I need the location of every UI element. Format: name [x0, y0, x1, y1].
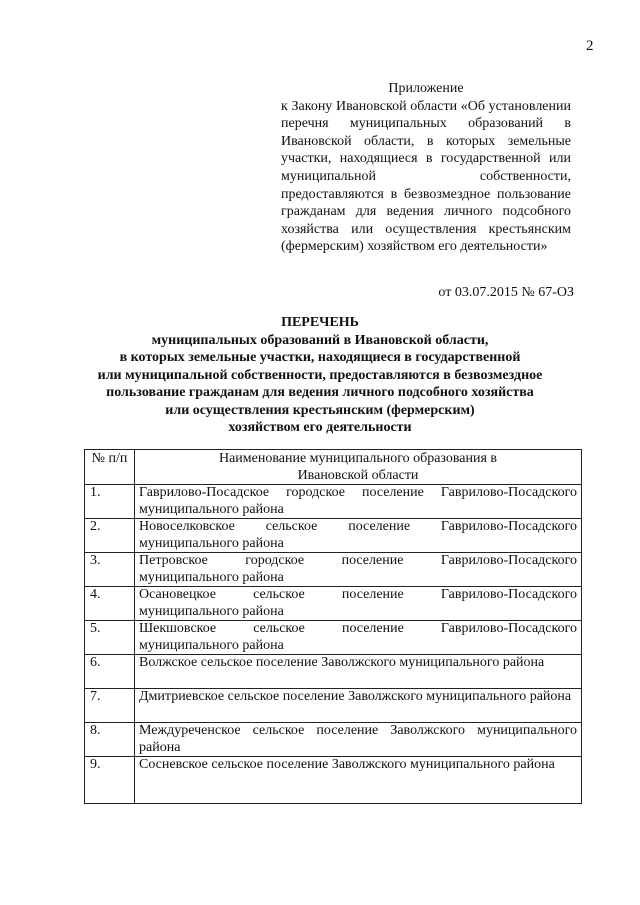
row-num: 3. — [85, 553, 135, 587]
row-num: 1. — [85, 485, 135, 519]
page-number: 2 — [586, 38, 594, 54]
row-name: Волжское сельское поселение Заволжского муниципального района — [135, 655, 582, 689]
row-num: 7. — [85, 689, 135, 723]
table-header — [85, 450, 582, 485]
table-row — [85, 655, 582, 689]
municipalities-table — [84, 449, 582, 804]
row-name: Дмитриевское сельское поселение Заволжского муниципального района — [135, 689, 582, 723]
header-num: № п/п — [85, 450, 135, 485]
row-name: Сосневское сельское поселение Заволжского муниципального района — [135, 757, 582, 804]
appendix-body: к Закону Ивановской области «Об установлении перечня муниципальных образований в Ивановской области, в которых земельные участки, находящиеся в государственной или муниципальной собственности, предоставляются в безвозмездное пользование гражданам для ведения личного подсобного хозяйства или осуществления крестьянским (фермерским) хозяйством его деятельности» — [281, 98, 571, 255]
table-row — [85, 689, 582, 723]
row-name: Шекшовское сельское поселение Гаврилово-Посадского муниципального района — [135, 621, 582, 655]
heading-line: муниципальных образований в Ивановской области, — [151, 332, 489, 348]
table-row — [85, 553, 582, 587]
row-name: Осановецкое сельское поселение Гаврилово-Посадского муниципального района — [135, 587, 582, 621]
appendix-title: Приложение — [388, 81, 464, 96]
list-heading — [0, 314, 640, 437]
heading-line: в которых земельные участки, находящиеся в государственной — [119, 350, 521, 365]
row-name: Петровское городское поселение Гаврилово-Посадского муниципального района — [135, 553, 582, 587]
appendix-date: от 03.07.2015 № 67-ОЗ — [438, 285, 574, 300]
row-name: Гаврилово-Посадское городское поселение Гаврилово-Посадского муниципального района — [135, 485, 582, 519]
heading-line: или осуществления крестьянским (фермерским) — [165, 402, 475, 418]
heading-line: пользование гражданам для ведения личного подсобного хозяйства — [106, 385, 534, 400]
row-name: Новоселковское сельское поселение Гаврилово-Посадского муниципального района — [135, 519, 582, 553]
row-num: 2. — [85, 519, 135, 553]
appendix-block — [281, 80, 571, 256]
row-num: 9. — [85, 757, 135, 804]
table-row — [85, 485, 582, 519]
table-row — [85, 757, 582, 804]
heading-line: хозяйством его деятельности — [228, 420, 412, 435]
row-num: 4. — [85, 587, 135, 621]
table-row — [85, 519, 582, 553]
table-row — [85, 723, 582, 757]
table-row — [85, 587, 582, 621]
heading-line: или муниципальной собственности, предоставляются в безвозмездное — [97, 367, 543, 383]
row-num: 5. — [85, 621, 135, 655]
table-row — [85, 621, 582, 655]
row-num: 6. — [85, 655, 135, 689]
row-num: 8. — [85, 723, 135, 757]
header-name: Наименование муниципального образования в Ивановской области — [135, 450, 582, 485]
row-name: Междуреченское сельское поселение Заволжского муниципального района — [135, 723, 582, 757]
heading-title: ПЕРЕЧЕНЬ — [281, 315, 359, 330]
